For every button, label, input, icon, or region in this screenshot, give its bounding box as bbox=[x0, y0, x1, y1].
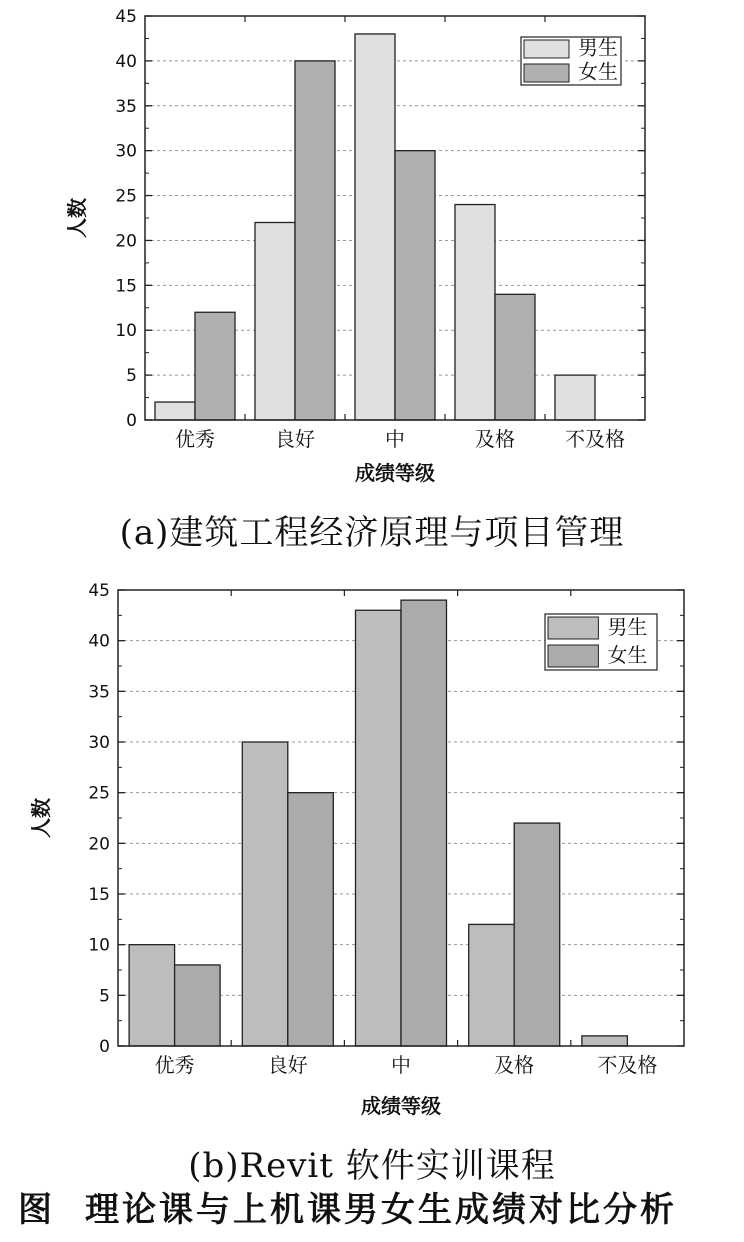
caption-a: (a)建筑工程经济原理与项目管理 bbox=[119, 513, 625, 553]
bar-b-female-0 bbox=[175, 965, 221, 1046]
x-tick-label: 优秀 bbox=[154, 1053, 195, 1077]
x-tick-label: 不及格 bbox=[597, 1053, 658, 1077]
x-tick-label: 良好 bbox=[275, 427, 315, 451]
x-tick-label: 中 bbox=[385, 427, 405, 451]
y-tick-label: 40 bbox=[88, 631, 110, 652]
bar-a-male-2 bbox=[355, 34, 395, 420]
y-tick-label: 30 bbox=[115, 141, 137, 162]
figure-title bbox=[18, 1182, 738, 1231]
x-axis-title: 成绩等级 bbox=[361, 1094, 441, 1118]
y-axis-title: 人数 bbox=[29, 798, 53, 838]
y-tick-label: 10 bbox=[115, 321, 137, 342]
legend-label-female: 女生 bbox=[578, 59, 618, 84]
figure-title-text: 理论课与上机课男女生成绩对比分析 bbox=[85, 1190, 677, 1230]
bar-a-male-4 bbox=[555, 375, 595, 420]
y-tick-label: 15 bbox=[88, 885, 110, 905]
y-tick-label: 5 bbox=[99, 986, 110, 1007]
bar-b-female-3 bbox=[514, 823, 560, 1046]
bar-a-female-0 bbox=[195, 312, 235, 420]
legend-label-female: 女生 bbox=[607, 643, 648, 668]
legend-swatch-male bbox=[548, 617, 598, 639]
bar-b-male-1 bbox=[242, 742, 287, 1046]
x-tick-label: 中 bbox=[391, 1053, 411, 1077]
bar-b-male-4 bbox=[582, 1036, 628, 1046]
legend-swatch-female bbox=[524, 64, 569, 82]
y-tick-label: 35 bbox=[115, 96, 137, 117]
y-tick-label: 0 bbox=[126, 411, 137, 431]
bar-a-male-1 bbox=[255, 222, 295, 420]
bar-b-male-0 bbox=[129, 945, 175, 1046]
y-tick-label: 25 bbox=[88, 783, 110, 804]
y-tick-label: 30 bbox=[88, 733, 110, 753]
x-tick-label: 及格 bbox=[494, 1053, 535, 1077]
y-tick-label: 35 bbox=[88, 682, 110, 703]
y-tick-label: 5 bbox=[126, 366, 137, 387]
figure-label: 图 bbox=[18, 1190, 55, 1230]
x-tick-label: 不及格 bbox=[565, 427, 625, 451]
caption-b: (b)Revit 软件实训课程 bbox=[188, 1146, 556, 1186]
x-axis-title: 成绩等级 bbox=[355, 461, 435, 485]
bar-b-female-1 bbox=[288, 793, 334, 1046]
bar-b-male-2 bbox=[356, 610, 402, 1046]
bar-b-male-3 bbox=[469, 924, 515, 1046]
y-tick-label: 20 bbox=[88, 834, 110, 855]
chart-a bbox=[65, 7, 645, 485]
legend-label-male: 男生 bbox=[578, 35, 618, 60]
x-tick-label: 优秀 bbox=[175, 427, 215, 451]
y-tick-label: 45 bbox=[115, 7, 137, 27]
y-tick-label: 0 bbox=[99, 1037, 110, 1057]
y-tick-label: 45 bbox=[88, 581, 110, 601]
y-axis-title: 人数 bbox=[65, 198, 89, 238]
y-tick-label: 15 bbox=[115, 276, 137, 297]
chart-b bbox=[29, 581, 684, 1118]
bar-a-female-1 bbox=[295, 61, 335, 420]
y-tick-label: 10 bbox=[88, 935, 110, 956]
legend-swatch-female bbox=[548, 645, 598, 667]
y-tick-label: 40 bbox=[115, 51, 137, 72]
bar-a-male-0 bbox=[155, 402, 195, 420]
bar-b-female-2 bbox=[401, 600, 447, 1046]
x-tick-label: 良好 bbox=[267, 1053, 308, 1077]
y-tick-label: 20 bbox=[115, 231, 137, 252]
bar-a-female-3 bbox=[495, 294, 535, 420]
y-tick-label: 25 bbox=[115, 186, 137, 207]
bar-a-female-2 bbox=[395, 151, 435, 420]
legend-label-male: 男生 bbox=[607, 615, 648, 640]
bar-a-male-3 bbox=[455, 205, 495, 420]
x-tick-label: 及格 bbox=[475, 427, 515, 451]
legend-swatch-male bbox=[524, 40, 569, 58]
